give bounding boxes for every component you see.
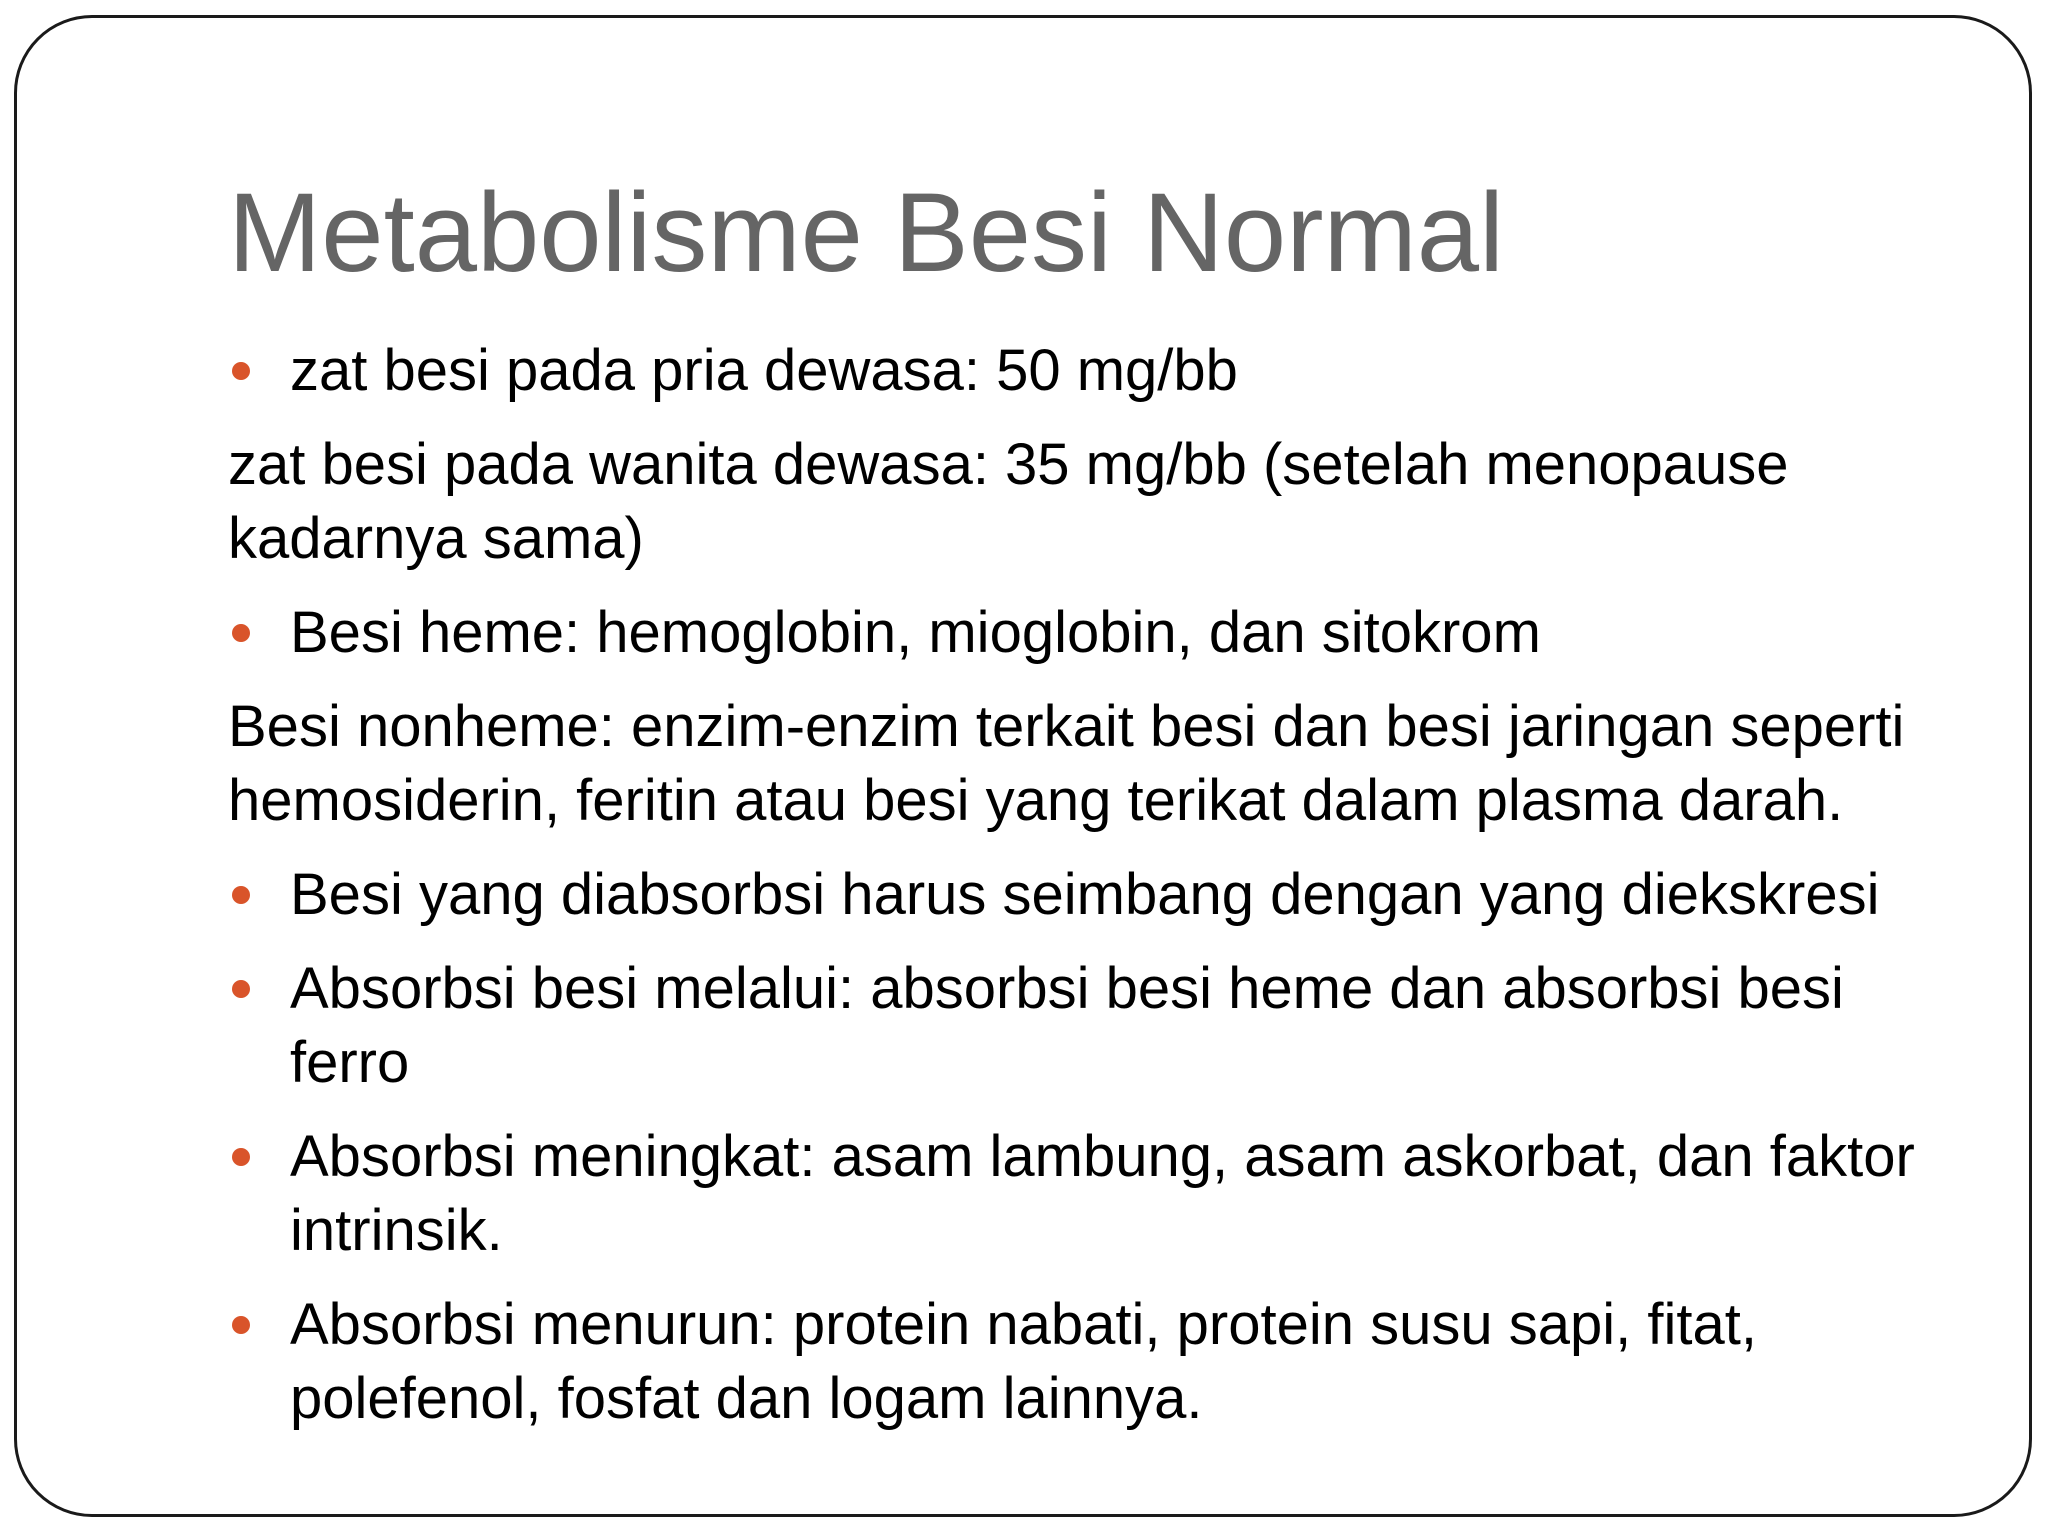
list-item: [228, 596, 1968, 670]
list-item: [228, 952, 1968, 1100]
slide-frame: [14, 15, 2032, 1517]
list-item: [228, 858, 1968, 932]
list-item: [228, 1120, 1968, 1268]
list-item: [228, 1288, 1968, 1436]
list-item-text: Besi yang diabsorbsi harus seimbang dengan yang diekskresi: [290, 862, 1880, 927]
list-item-text: Absorbsi meningkat: asam lambung, asam askorbat, dan faktor intrinsik.: [290, 1124, 1915, 1263]
list-item-text: Besi heme: hemoglobin, mioglobin, dan sitokrom: [290, 600, 1541, 665]
bullet-dot-icon: [232, 362, 250, 380]
list-item-text: Absorbsi besi melalui: absorbsi besi heme dan absorbsi besi ferro: [290, 956, 1844, 1095]
bullet-dot-icon: [232, 980, 250, 998]
list-item: [228, 428, 1968, 576]
list-item-text: Besi nonheme: enzim-enzim terkait besi dan besi jaringan seperti hemosiderin, feritin atau besi yang terikat dalam plasma darah.: [228, 694, 1905, 833]
list-item-text: zat besi pada pria dewasa: 50 mg/bb: [290, 338, 1238, 403]
list-item-text: Absorbsi menurun: protein nabati, protein susu sapi, fitat, polefenol, fosfat dan logam lainnya.: [290, 1292, 1757, 1431]
slide-title: Metabolisme Besi Normal: [228, 170, 1504, 295]
slide-body: [228, 334, 1968, 1456]
bullet-dot-icon: [232, 1316, 250, 1334]
bullet-dot-icon: [232, 1148, 250, 1166]
list-item-text: zat besi pada wanita dewasa: 35 mg/bb (setelah menopause kadarnya sama): [228, 432, 1789, 571]
bullet-dot-icon: [232, 624, 250, 642]
list-item: [228, 334, 1968, 408]
list-item: [228, 690, 1968, 838]
bullet-dot-icon: [232, 886, 250, 904]
